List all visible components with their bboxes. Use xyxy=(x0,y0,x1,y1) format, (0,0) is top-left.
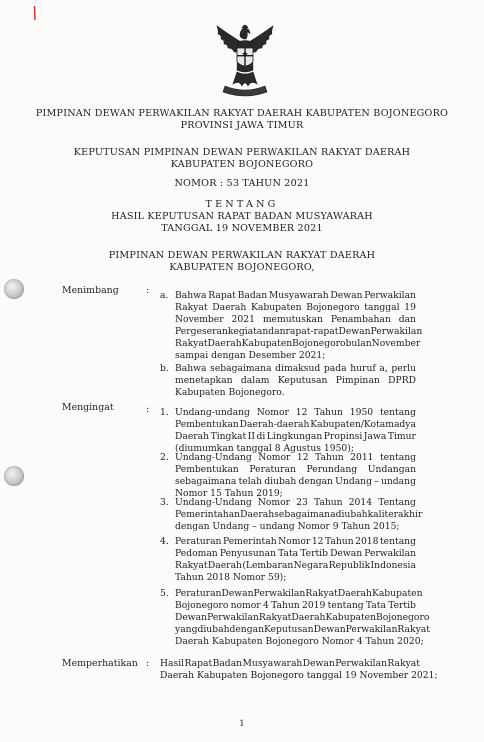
province-name: PROVINSI JAWA TIMUR xyxy=(180,120,304,131)
mengingat-colon: : xyxy=(146,404,150,415)
institution-name: PIMPINAN DEWAN PERWAKILAN RAKYAT DAERAH KABUPATEN BOJONEGORO xyxy=(35,108,449,119)
issuer-name-line2: KABUPATEN BOJONEGORO, xyxy=(169,262,315,273)
decree-title: KEPUTUSAN PIMPINAN DEWAN PERWAKILAN RAKYAT DAERAH xyxy=(73,147,411,158)
document-page: PIMPINAN DEWAN PERWAKILAN RAKYAT DAERAH KABUPATEN BOJONEGORO PROVINSI JAWA TIMUR KEPUTUSAN PIMPINAN DEWAN PERWAKILAN RAKYAT DAERAH KABUPATEN BOJONEGORO NOMOR : 53 TAHUN 2021 TENTANG HASIL KEPUTUSAN RAPAT BADAN MUSYAWARAH TANGGAL 19 NOVEMBER 2021 PIMPINAN DEWAN PERWAKILAN RAKYAT DAERAH KABUPATEN BOJONEGORO, Menimbang : a. Bahwa Rapat Badan Musyawarah Dewan Perwakilan Rakyat Daerah Kabupaten Bojonegoro tanggal 19 November 2021 memutuskan Penambahan dan Pergeseran kegiatan dan rapat-rapat Dewan Perwakilan Rakyat Daerah Kabupaten Bojonegoro bulan November sampai dengan Desember 2021; b. Bahwa sebagaimana dimaksud pada huruf a, perlu menetapkan dalam Keputusan Pimpinan DPRD Kabupaten Bojonegoro. Mengingat : 1. Undang-undang Nomor 12 Tahun 1950 tentang Pembentukan Daerah-daerah Kabupaten/Kotamadya Daerah Tingkat II di Lingkungan Propinsi Jawa Timur (diumumkan tanggal 8 Agustus 1950); 2. Undang-Undang Nomor 12 Tahun 2011 tentang Pembentukan Peraturan Perundang Undangan sebagaimana telah diubah dengan Undang – undang Nomor 15 Tahun 2019; 3. Undang-Undang Nomor 23 Tahun 2014 Tentang Pemerintahan Daerah sebagaimana diubah kali terakhir dengan Undang – undang Nomor 9 Tahun 2015; 4. Peraturan Pemerintah Nomor 12 Tahun 2018 tentang Pedoman Penyusunan Tata Tertib Dewan Perwakilan Rakyat Daerah (Lembaran Negara Republik Indonesia Tahun 2018 Nomor 59); 5. Peraturan Dewan Perwakilan Rakyat Daerah Kabupaten Bojonegoro nomor 4 Tahun 2019 tentang Tata Tertib Dewan Perwakilan Rakyat Daerah Kabupaten Bojonegoro yang diubah dengan Keputusan Dewan Perwakilan Rakyat Daerah Kabupaten Bojonegoro Nomor 4 Tahun 2020; Memperhatikan : Hasil Rapat Badan Musyawarah Dewan Perwakilan Rakyat Daerah Kabupaten Bojonegoro tanggal 19 November 2021; 1 xyxy=(0,0,484,742)
garuda-emblem-icon xyxy=(213,22,277,100)
red-pen-mark xyxy=(33,5,36,19)
decree-subject: HASIL KEPUTUSAN RAPAT BADAN MUSYAWARAH xyxy=(111,211,373,222)
memperhatikan-colon: : xyxy=(146,658,150,669)
memperhatikan-label: Memperhatikan xyxy=(62,658,138,669)
menimbang-colon: : xyxy=(146,285,150,296)
punch-hole-top xyxy=(4,279,24,299)
punch-hole-bottom xyxy=(4,466,24,486)
decree-title-line2: KABUPATEN BOJONEGORO xyxy=(170,159,314,170)
issuer-name: PIMPINAN DEWAN PERWAKILAN RAKYAT DAERAH xyxy=(108,250,376,261)
menimbang-label: Menimbang xyxy=(62,285,119,296)
tentang-heading: TENTANG xyxy=(205,199,279,210)
page-number: 1 xyxy=(239,719,245,729)
decree-number: NOMOR : 53 TAHUN 2021 xyxy=(174,178,310,189)
mengingat-label: Mengingat xyxy=(62,402,114,413)
decree-subject-date: TANGGAL 19 NOVEMBER 2021 xyxy=(161,223,323,234)
